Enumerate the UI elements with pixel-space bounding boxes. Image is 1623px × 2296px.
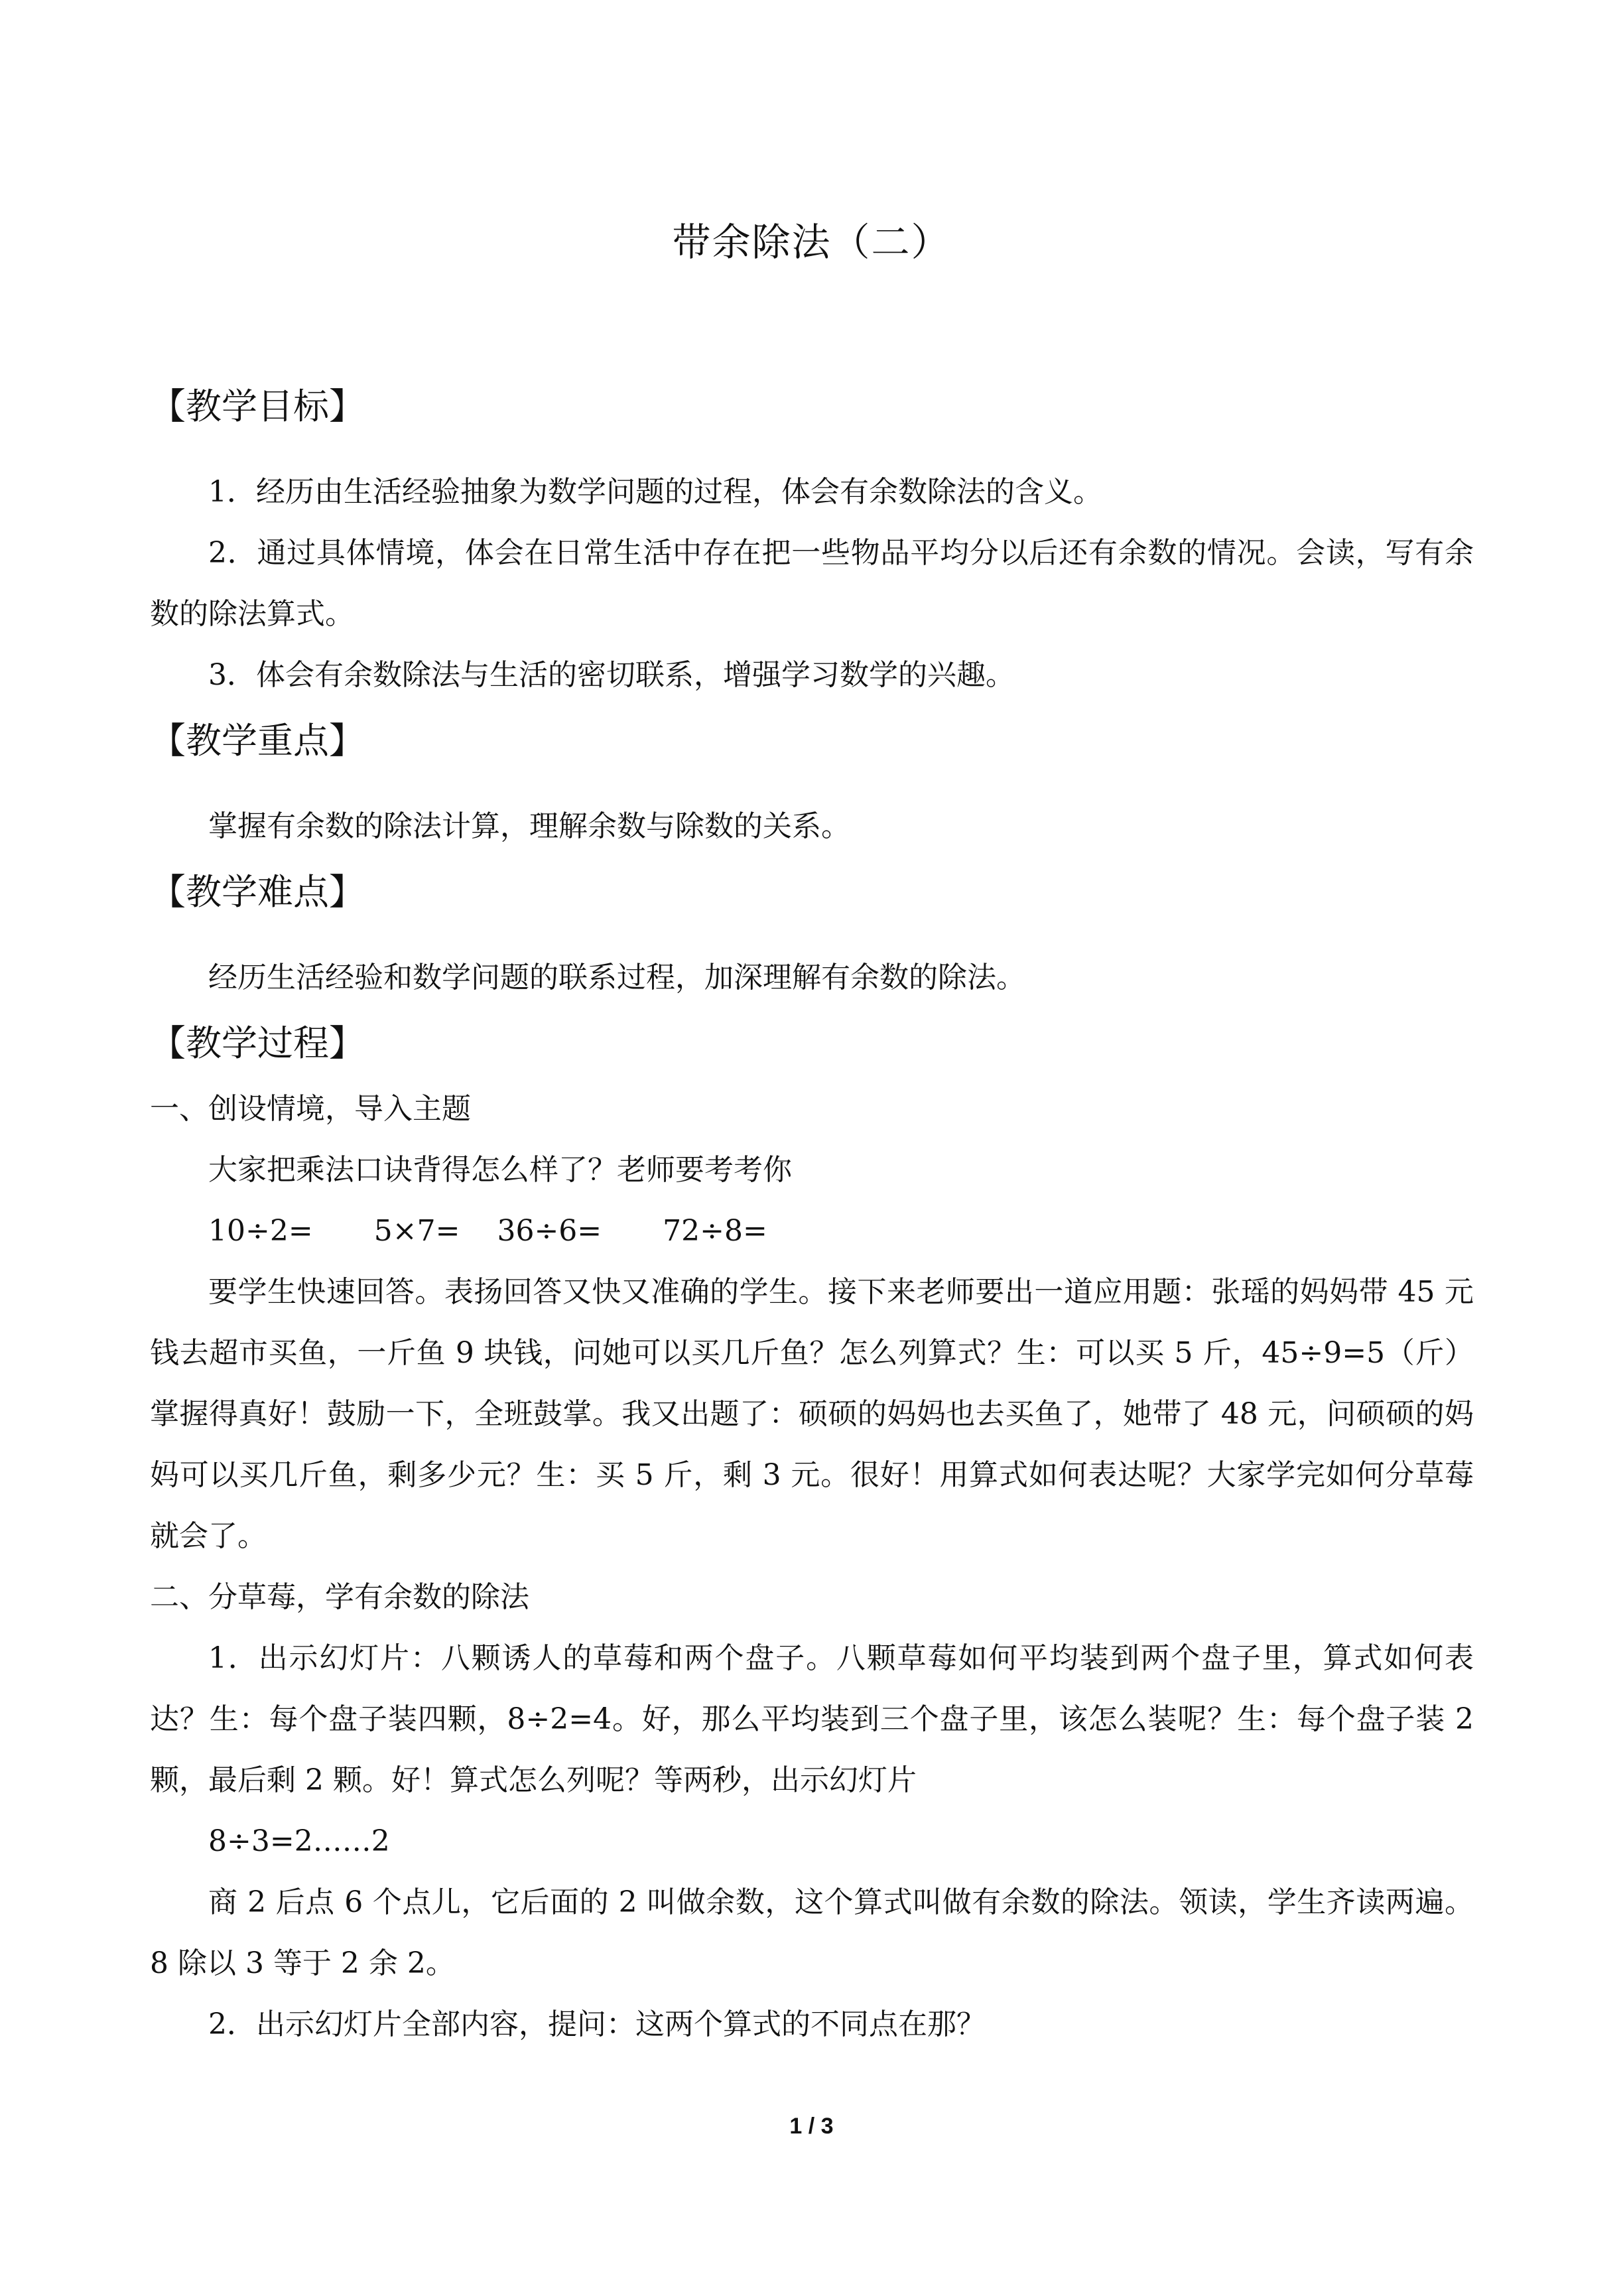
process-part2-p2: 商 2 后点 6 个点儿，它后面的 2 叫做余数，这个算式叫做有余数的除法。领读，学生齐读两遍。8 除以 3 等于 2 余 2。 (150, 1885, 1474, 1980)
expression-2: 5×7= (373, 1214, 460, 1248)
heading-difficulties: 【教学难点】 (150, 871, 365, 913)
page-number: 1 / 3 (789, 2114, 834, 2139)
expression-1: 10÷2= (208, 1214, 313, 1248)
process-part1-p2: 要学生快速回答。表扬回答又快又准确的学生。接下来老师要出一道应用题：张瑶的妈妈带 45 元钱去超市买鱼，一斤鱼 9 块钱，问她可以买几斤鱼？怎么列算式？生：可以买 5 斤，45÷9=5（斤）掌握得真好！鼓励一下，全班鼓掌。我又出题了：硕硕的妈妈也去买鱼了，她带了 48 元，问硕硕的妈妈可以买几斤鱼，剩多少元？生：买 5 斤，剩 3 元。很好！用算式如何表达呢？大家学完如何分草莓就会了。 (150, 1275, 1474, 1553)
document-body (150, 377, 1474, 2055)
process-part2-p3: 2．出示幻灯片全部内容，提问：这两个算式的不同点在那？ (208, 2007, 986, 2041)
process-part2-p1: 1．出示幻灯片：八颗诱人的草莓和两个盘子。八颗草莓如何平均装到两个盘子里，算式如何表达？生：每个盘子装四颗，8÷2=4。好，那么平均装到三个盘子里，该怎么装呢？生：每个盘子装 2 颗，最后剩 2 颗。好！算式怎么列呢？等两秒，出示幻灯片 (150, 1641, 1474, 1797)
key-points-text: 掌握有余数的除法计算，理解余数与除数的关系。 (208, 809, 850, 843)
objective-item-3: 3．体会有余数除法与生活的密切联系，增强学习数学的兴趣。 (208, 658, 1015, 692)
objective-item-1: 1．经历由生活经验抽象为数学问题的过程，体会有余数除法的含义。 (208, 475, 1102, 509)
expressions-line (150, 1201, 1474, 1262)
difficulties-text: 经历生活经验和数学问题的联系过程，加深理解有余数的除法。 (208, 961, 1025, 994)
process-part1-p1: 大家把乘法口诀背得怎么样了？老师要考考你 (208, 1153, 792, 1187)
formula-line: 8÷3=2……2 (208, 1824, 390, 1858)
expression-3: 36÷6= (497, 1214, 602, 1248)
page-title: 带余除法（二） (672, 220, 951, 265)
heading-objectives: 【教学目标】 (150, 385, 365, 427)
process-part2-title: 二、分草莓，学有余数的除法 (150, 1580, 529, 1614)
heading-process: 【教学过程】 (150, 1022, 365, 1064)
process-part1-title: 一、创设情境，导入主题 (150, 1092, 471, 1126)
objective-item-2: 2．通过具体情境，体会在日常生活中存在把一些物品平均分以后还有余数的情况。会读，写有余数的除法算式。 (150, 536, 1474, 631)
heading-key-points: 【教学重点】 (150, 720, 365, 762)
expression-4: 72÷8= (663, 1214, 767, 1248)
